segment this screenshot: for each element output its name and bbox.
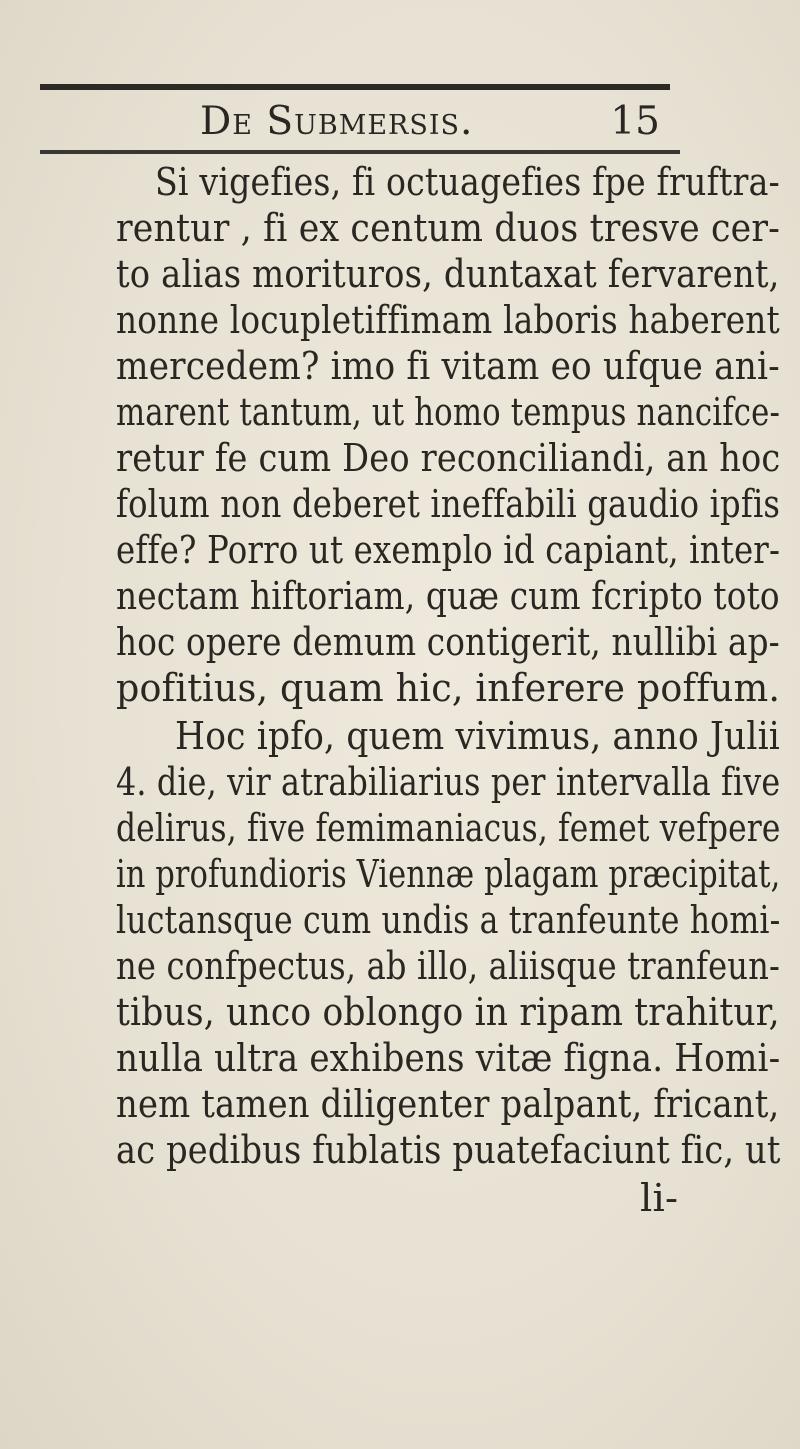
text-line: in profundioris Viennæ plagam præcipitat, [116, 852, 781, 897]
text-line: nonne locupletiffimam laboris haberent [116, 298, 780, 343]
text-line: Si vigefies, fi octuagefies fpe fruftra- [155, 160, 780, 205]
text-line: luctansque cum undis a tranfeunte homi- [116, 898, 781, 943]
text-line: hoc opere demum contigerit, nullibi ap- [116, 620, 780, 665]
catchword: li- [640, 1176, 679, 1221]
running-title: De Submersis. [200, 99, 474, 144]
text-line: effe? Porro ut exemplo id capiant, inter- [116, 528, 781, 573]
text-line: marent tantum, ut homo tempus nancifce- [116, 390, 780, 435]
text-line: ac pedibus fublatis puatefaciunt fic, ut [116, 1128, 781, 1173]
page-number: 15 [610, 99, 660, 144]
text-line: tibus, unco oblongo in ripam trahitur, [116, 990, 780, 1035]
text-line: 4. die, vir atrabiliarius per intervalla five [116, 760, 781, 805]
text-line: pofitius, quam hic, inferere poffum. [116, 666, 781, 711]
text-line: nectam hiftoriam, quæ cum fcripto toto [116, 574, 780, 619]
text-line: to alias morituros, duntaxat fervarent, [116, 252, 780, 297]
text-line: folum non deberet ineffabili gaudio ipfis [116, 482, 781, 527]
text-line: nulla ultra exhibens vitæ figna. Homi- [116, 1036, 781, 1081]
text-line: mercedem? imo fi vitam eo ufque ani- [116, 344, 780, 389]
text-line: retur fe cum Deo reconciliandi, an hoc [116, 436, 781, 481]
text-line: ne confpectus, ab illo, aliisque tranfeun- [116, 944, 781, 989]
text-line: rentur , fi ex centum duos tresve cer- [116, 206, 781, 251]
text-line: Hoc ipfo, quem vivimus, anno Julii [175, 714, 781, 759]
text-line: delirus, five femimaniacus, femet vefpere [116, 806, 781, 851]
text-line: nem tamen diligenter palpant, fricant, [116, 1082, 780, 1127]
